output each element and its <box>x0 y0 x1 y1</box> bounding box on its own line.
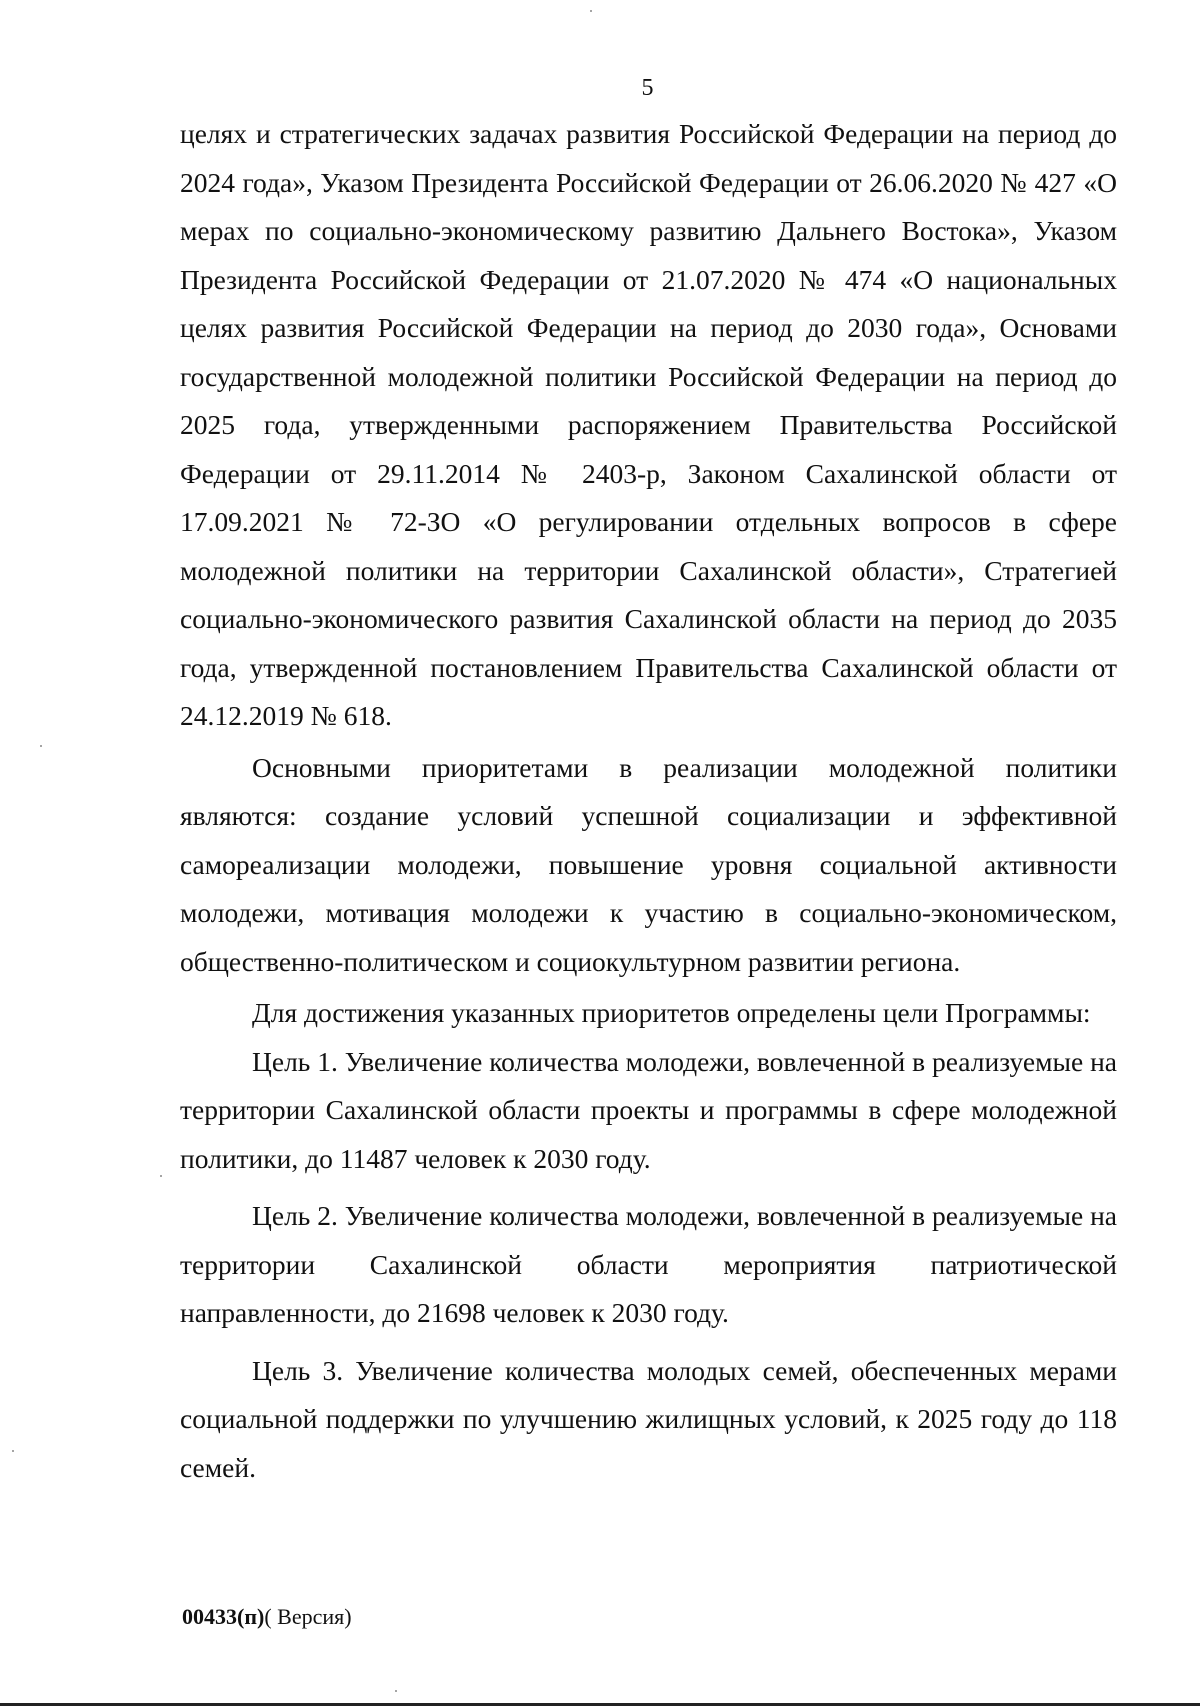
scan-speck <box>590 10 592 12</box>
paragraph-goal-2: Цель 2. Увеличение количества молодежи, вовлеченной в реализуемые на территории Сахалинской области мероприятия патриотической направленности, до 21698 человек к 2030 году. <box>180 1200 1117 1328</box>
paragraph-goal-3: Цель 3. Увеличение количества молодых семей, обеспеченных мерами социальной поддержки по улучшению жилищных условий, к 2025 году до 118 семей. <box>180 1354 1117 1483</box>
page-number: 5 <box>641 75 654 101</box>
scan-speck <box>40 745 42 747</box>
document-code: 00433(п) <box>182 1604 265 1629</box>
scan-speck <box>160 1175 162 1177</box>
scan-speck <box>395 1690 397 1692</box>
paragraph-goal-1: Цель 1. Увеличение количества молодежи, вовлеченной в реализуемые на территории Сахалинской области проекты и программы в сфере молодежной политики, до 11487 человек к 2030 году. <box>180 1045 1117 1174</box>
document-footer <box>182 1604 352 1630</box>
paragraph-priorities: Основными приоритетами в реализации молодежной политики являются: создание условий успешной социализации и эффективной самореализации молодежи, повышение уровня социальной активности молодежи, мотивация молодежи к участию в социально-экономическом, общественно-политическом и социокультурном развитии региона. <box>180 751 1117 977</box>
document-body <box>180 110 1117 1492</box>
scan-bottom-edge <box>0 1703 1200 1706</box>
paragraph-legal-basis: целях и стратегических задачах развития Российской Федерации на период до 2024 года», Указом Президента Российской Федерации от 26.06.2020 № 427 «О мерах по социально-экономическому развитию Дальнего Востока», Указом Президента Российской Федерации от 21.07.2020 № 474 «О национальных целях развития Российской Федерации на период до 2030 года», Основами государственной молодежной политики Российской Федерации на период до 2025 года, утвержденными распоряжением Правительства Российской Федерации от 29.11.2014 № 2403-р, Законом Сахалинской области от 17.09.2021 № 72-ЗО «О регулировании отдельных вопросов в сфере молодежной политики на территории Сахалинской области», Стратегией социально-экономического развития Сахалинской области на период до 2035 года, утвержденной постановлением Правительства Сахалинской области от 24.12.2019 № 618. <box>180 118 1117 731</box>
paragraph-goals-intro: Для достижения указанных приоритетов определены цели Программы: <box>252 997 1091 1028</box>
scan-speck <box>12 1450 14 1452</box>
document-version: ( Версия) <box>264 1604 352 1629</box>
